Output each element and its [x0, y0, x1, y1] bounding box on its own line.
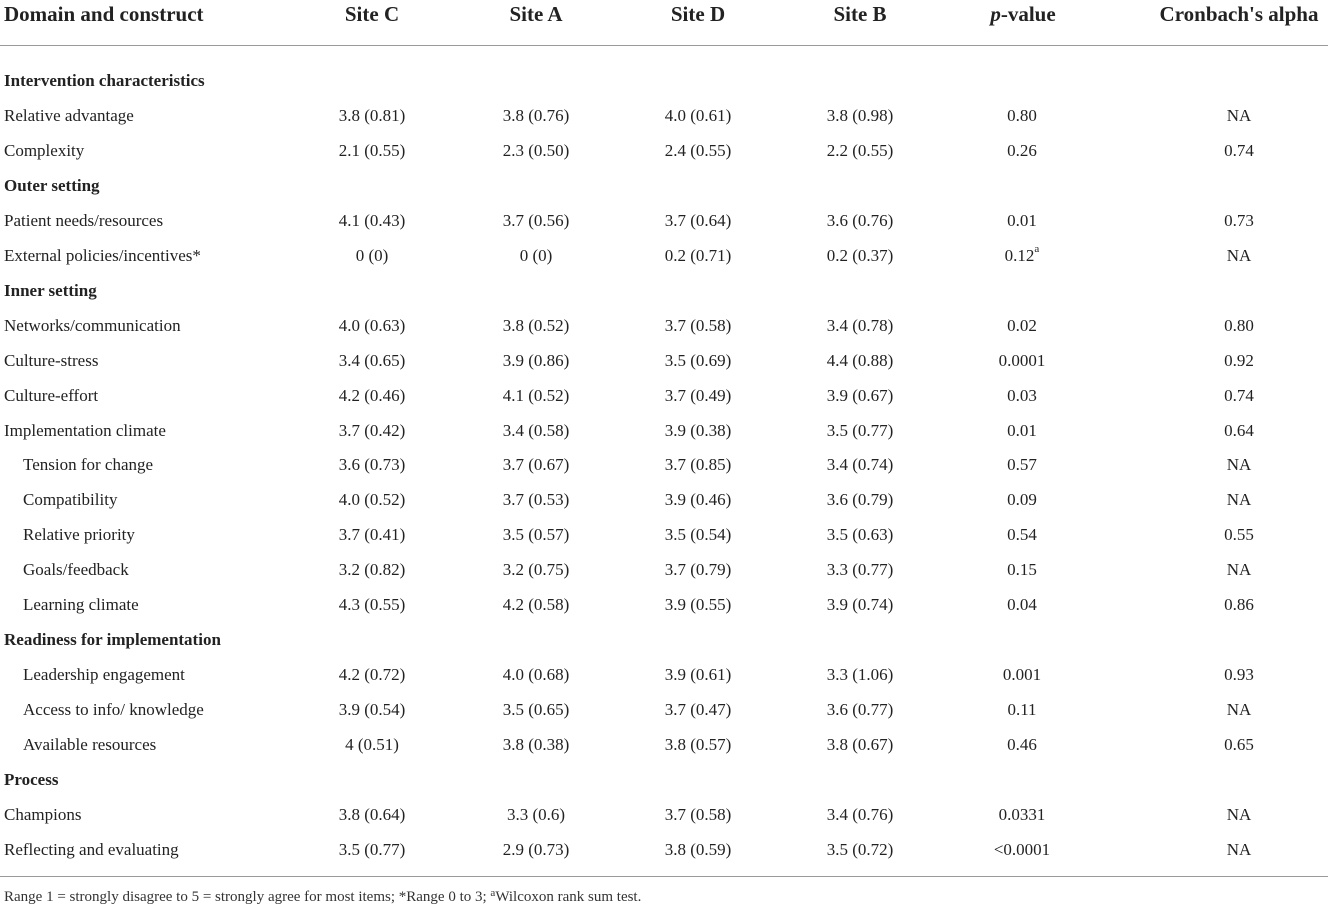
- table-row: [0, 140, 1333, 175]
- table-row: [0, 524, 1333, 559]
- cell-p-value: [1007, 210, 1037, 232]
- cell-p-value-text: 0.54: [1007, 525, 1037, 544]
- cell-p-value: [1007, 489, 1037, 511]
- header-rule: [0, 45, 1328, 46]
- construct-label: Access to info/ knowledge: [23, 700, 204, 719]
- cell-cronbach-alpha: [1224, 734, 1254, 756]
- section-heading: Readiness for implementation: [4, 630, 221, 649]
- cell-site-c-text: 3.7 (0.42): [338, 421, 406, 440]
- cell-cronbach-alpha: [1227, 699, 1252, 721]
- table-row: [0, 489, 1333, 524]
- cell-site-a-text: 2.3 (0.50): [502, 141, 570, 160]
- cell-site-c: [339, 804, 406, 826]
- cell-cronbach-alpha-text: NA: [1226, 840, 1252, 859]
- table-row: [0, 699, 1333, 734]
- cell-site-d-text: 3.7 (0.49): [664, 386, 732, 405]
- cell-site-d-text: 3.8 (0.59): [664, 840, 732, 859]
- cell-cronbach-alpha-text: NA: [1226, 455, 1252, 474]
- cell-cronbach-alpha: [1227, 245, 1252, 267]
- cell-cronbach-alpha: [1224, 315, 1254, 337]
- cell-site-a: [503, 420, 570, 442]
- cell-p-value: [1007, 385, 1037, 407]
- cell-site-c-text: 0 (0): [355, 246, 389, 265]
- cell-cronbach-alpha-text: 0.74: [1224, 141, 1254, 160]
- cell-site-d: [665, 594, 732, 616]
- cell-site-b: [827, 315, 894, 337]
- cell-site-a-text: 4.1 (0.52): [502, 386, 570, 405]
- cell-site-a-text: 2.9 (0.73): [502, 840, 570, 859]
- cell-p-value-text: 0.01: [1007, 421, 1037, 440]
- cell-cronbach-alpha-text: NA: [1226, 246, 1252, 265]
- header-p-italic: p: [990, 2, 1001, 26]
- table-row: [0, 839, 1333, 874]
- cell-p-value-text: 0.11: [1007, 700, 1037, 719]
- cell-site-d-text: 3.5 (0.69): [664, 351, 732, 370]
- cell-site-d: [665, 454, 732, 476]
- cell-site-a: [503, 664, 570, 686]
- cell-site-d: [665, 140, 732, 162]
- cell-site-b: [827, 105, 894, 127]
- table-row: [0, 734, 1333, 769]
- cell-site-a: [520, 245, 553, 267]
- cell-cronbach-alpha-text: 0.55: [1224, 525, 1254, 544]
- construct-label: Tension for change: [23, 455, 154, 474]
- cell-cronbach-alpha-text: 0.74: [1224, 386, 1254, 405]
- construct-label: Reflecting and evaluating: [4, 840, 179, 859]
- cell-site-d-text: 3.7 (0.58): [664, 805, 732, 824]
- cell-site-a: [503, 594, 570, 616]
- cell-site-b-text: 3.5 (0.72): [826, 840, 894, 859]
- cell-site-c: [339, 664, 406, 686]
- cell-site-a-text: 3.7 (0.56): [502, 211, 570, 230]
- section-row: [0, 629, 1333, 664]
- cell-site-a-text: 0 (0): [519, 246, 553, 265]
- cell-site-c-text: 3.4 (0.65): [338, 351, 406, 370]
- table-bottom-rule: [0, 876, 1328, 877]
- construct-label: External policies/incentives*: [4, 246, 201, 265]
- cell-cronbach-alpha-text: NA: [1226, 106, 1252, 125]
- cell-site-b: [827, 420, 894, 442]
- cell-p-value-text: 0.01: [1007, 211, 1037, 230]
- cell-site-a-text: 3.5 (0.57): [502, 525, 570, 544]
- footnote-text-2: Wilcoxon rank sum test.: [495, 889, 642, 905]
- cell-p-value-text: 0.57: [1007, 455, 1037, 474]
- cell-p-value: [1007, 699, 1036, 721]
- cell-site-d-text: 3.8 (0.57): [664, 735, 732, 754]
- cell-p-value: [1007, 524, 1037, 546]
- cell-site-d-text: 3.7 (0.58): [664, 316, 732, 335]
- cell-site-d-text: 0.2 (0.71): [664, 246, 732, 265]
- cell-site-d: [665, 420, 732, 442]
- cell-p-value: [1007, 315, 1037, 337]
- cell-cronbach-alpha: [1227, 559, 1252, 581]
- cell-site-a: [503, 734, 570, 756]
- footnote-text-1: Range 1 = strongly disagree to 5 = strongly agree for most items; *Range 0 to 3;: [4, 889, 491, 905]
- cell-site-c: [345, 734, 399, 756]
- cell-cronbach-alpha: [1224, 210, 1254, 232]
- cell-site-c: [339, 559, 406, 581]
- cell-site-c: [339, 489, 406, 511]
- cell-site-d: [665, 699, 732, 721]
- cell-site-a: [503, 524, 570, 546]
- cell-site-a-text: 3.8 (0.38): [502, 735, 570, 754]
- cell-site-c: [339, 105, 406, 127]
- cell-site-c: [339, 594, 406, 616]
- cell-p-value: [1003, 664, 1041, 686]
- cell-site-b-text: 0.2 (0.37): [826, 246, 894, 265]
- cell-site-b-text: 3.9 (0.67): [826, 386, 894, 405]
- cell-site-c: [339, 420, 406, 442]
- cell-site-c-text: 4.0 (0.63): [338, 316, 406, 335]
- table-row: [0, 105, 1333, 140]
- cell-cronbach-alpha-text: NA: [1226, 560, 1252, 579]
- construct-label: Leadership engagement: [23, 665, 185, 684]
- table-footnote: [4, 889, 641, 906]
- cell-cronbach-alpha: [1224, 420, 1254, 442]
- section-heading: Outer setting: [4, 176, 100, 195]
- header-site-b: Site B: [833, 2, 887, 26]
- cell-p-value: [1007, 140, 1037, 162]
- footnote-superscript: a: [490, 887, 496, 899]
- cell-p-value: [1007, 105, 1037, 127]
- section-heading: Inner setting: [4, 281, 97, 300]
- cell-p-value: [994, 839, 1050, 861]
- cell-cronbach-alpha-text: 0.93: [1224, 665, 1254, 684]
- cell-site-d: [665, 385, 732, 407]
- cell-site-b-text: 3.4 (0.74): [826, 455, 894, 474]
- cell-site-b: [827, 839, 894, 861]
- table-row: [0, 245, 1333, 280]
- table-row: [0, 594, 1333, 629]
- cell-cronbach-alpha-text: 0.80: [1224, 316, 1254, 335]
- cell-site-c-text: 3.9 (0.54): [338, 700, 406, 719]
- cell-p-value-text: 0.02: [1007, 316, 1037, 335]
- cell-site-b-text: 3.3 (1.06): [826, 665, 894, 684]
- cell-site-b-text: 3.5 (0.63): [826, 525, 894, 544]
- table-row: [0, 315, 1333, 350]
- cell-cronbach-alpha: [1227, 105, 1252, 127]
- cell-site-b-text: 3.8 (0.67): [826, 735, 894, 754]
- cell-cronbach-alpha: [1227, 839, 1252, 861]
- cell-site-b-text: 3.5 (0.77): [826, 421, 894, 440]
- cell-cronbach-alpha-text: 0.73: [1224, 211, 1254, 230]
- cell-site-a-text: 3.2 (0.75): [502, 560, 570, 579]
- cell-p-value: [1007, 594, 1037, 616]
- cell-site-b-text: 3.4 (0.78): [826, 316, 894, 335]
- cell-p-value: [1007, 420, 1037, 442]
- cell-site-b: [827, 699, 894, 721]
- cell-site-c-text: 3.6 (0.73): [338, 455, 406, 474]
- cell-site-b: [827, 559, 894, 581]
- cell-site-a: [503, 559, 570, 581]
- table-row: [0, 559, 1333, 594]
- cell-p-value-text: 0.001: [1002, 665, 1042, 684]
- cell-site-d: [665, 489, 732, 511]
- cell-site-b: [827, 350, 894, 372]
- cell-site-d: [665, 734, 732, 756]
- cell-cronbach-alpha-text: 0.65: [1224, 735, 1254, 754]
- cell-site-a-text: 3.4 (0.58): [502, 421, 570, 440]
- cell-site-d-text: 3.7 (0.47): [664, 700, 732, 719]
- header-p-rest: -value: [1000, 2, 1056, 26]
- cell-site-a: [503, 839, 570, 861]
- cell-cronbach-alpha: [1224, 350, 1254, 372]
- cell-site-d-text: 3.9 (0.46): [664, 490, 732, 509]
- cell-site-b: [827, 140, 894, 162]
- cell-site-d-text: 3.7 (0.79): [664, 560, 732, 579]
- cell-site-a-text: 3.3 (0.6): [506, 805, 566, 824]
- cell-site-a: [507, 804, 565, 826]
- construct-label: Culture-effort: [4, 386, 99, 405]
- cell-site-c-text: 4.1 (0.43): [338, 211, 406, 230]
- cell-site-d-text: 3.7 (0.64): [664, 211, 732, 230]
- section-row: [0, 70, 1333, 105]
- cell-site-c-text: 3.7 (0.41): [338, 525, 406, 544]
- cell-site-c: [339, 140, 406, 162]
- construct-label: Culture-stress: [4, 351, 99, 370]
- header-cronbach-alpha: Cronbach's alpha: [1159, 2, 1319, 26]
- cell-site-d: [665, 245, 732, 267]
- cell-p-value: [1007, 454, 1037, 476]
- cell-cronbach-alpha-text: NA: [1226, 490, 1252, 509]
- cell-p-value: [1007, 734, 1037, 756]
- cell-site-d-text: 4.0 (0.61): [664, 106, 732, 125]
- header-domain: Domain and construct: [4, 2, 204, 26]
- header-p-value: [990, 2, 1055, 27]
- table-row: [0, 420, 1333, 455]
- cell-site-d-text: 3.5 (0.54): [664, 525, 732, 544]
- cell-site-b-text: 4.4 (0.88): [826, 351, 894, 370]
- cell-p-value-text: 0.0331: [998, 805, 1046, 824]
- cell-site-c-text: 4 (0.51): [345, 735, 399, 754]
- cell-p-value-text: <0.0001: [993, 840, 1051, 859]
- cell-site-b-text: 3.4 (0.76): [826, 805, 894, 824]
- construct-label: Available resources: [23, 735, 157, 754]
- cell-site-d: [665, 315, 732, 337]
- cell-p-value-text: 0.80: [1007, 106, 1037, 125]
- table-row: [0, 664, 1333, 699]
- cell-site-a-text: 3.7 (0.53): [502, 490, 570, 509]
- cell-site-b: [827, 454, 894, 476]
- cell-site-a-text: 3.9 (0.86): [502, 351, 570, 370]
- p-value-superscript: a: [1034, 243, 1040, 255]
- cell-site-a-text: 4.2 (0.58): [502, 595, 570, 614]
- cell-site-b-text: 3.9 (0.74): [826, 595, 894, 614]
- cell-site-b-text: 3.8 (0.98): [826, 106, 894, 125]
- cell-site-c: [339, 350, 406, 372]
- cell-site-a-text: 3.7 (0.67): [502, 455, 570, 474]
- cell-site-a: [503, 699, 570, 721]
- cell-p-value: [999, 804, 1046, 826]
- cell-site-a: [503, 385, 570, 407]
- cell-site-b: [827, 594, 894, 616]
- cell-p-value-text: 0.26: [1007, 141, 1037, 160]
- cell-cronbach-alpha: [1227, 489, 1252, 511]
- cell-site-c-text: 2.1 (0.55): [338, 141, 406, 160]
- cell-site-c-text: 3.5 (0.77): [338, 840, 406, 859]
- cell-site-a: [503, 210, 570, 232]
- section-row: [0, 175, 1333, 210]
- cell-site-b: [827, 664, 894, 686]
- header-site-a: Site A: [509, 2, 563, 26]
- table-header: [0, 0, 1333, 44]
- section-heading: Intervention characteristics: [4, 71, 205, 90]
- cell-site-a-text: 3.8 (0.76): [502, 106, 570, 125]
- cell-site-c: [356, 245, 389, 267]
- cell-site-c-text: 3.8 (0.64): [338, 805, 406, 824]
- cell-cronbach-alpha: [1224, 664, 1254, 686]
- cell-site-d: [665, 664, 732, 686]
- table-row: [0, 454, 1333, 489]
- cell-site-b: [827, 524, 894, 546]
- cell-site-b-text: 2.2 (0.55): [826, 141, 894, 160]
- cell-cronbach-alpha-text: 0.64: [1224, 421, 1254, 440]
- header-site-c: Site C: [344, 2, 400, 26]
- cell-site-d: [665, 559, 732, 581]
- cell-cronbach-alpha: [1224, 524, 1254, 546]
- cell-p-value-text: 0.04: [1007, 595, 1037, 614]
- cell-p-value-text: 0.15: [1007, 560, 1037, 579]
- cell-site-a-text: 3.5 (0.65): [502, 700, 570, 719]
- construct-label: Champions: [4, 805, 82, 824]
- cell-site-c: [339, 839, 406, 861]
- construct-label: Relative advantage: [4, 106, 134, 125]
- cell-site-d: [665, 350, 732, 372]
- cell-site-c-text: 4.2 (0.46): [338, 386, 406, 405]
- cell-site-a-text: 4.0 (0.68): [502, 665, 570, 684]
- cell-site-c: [339, 385, 406, 407]
- cell-cronbach-alpha: [1224, 594, 1254, 616]
- cell-cronbach-alpha-text: NA: [1226, 805, 1252, 824]
- cell-site-c: [339, 315, 406, 337]
- section-row: [0, 769, 1333, 804]
- cell-site-c: [339, 210, 406, 232]
- cell-site-d: [665, 105, 732, 127]
- cell-p-value-text: 0.03: [1007, 386, 1037, 405]
- cell-site-d-text: 3.9 (0.61): [664, 665, 732, 684]
- cell-site-a: [503, 140, 570, 162]
- cell-p-value: [999, 350, 1046, 372]
- cell-site-b: [827, 245, 894, 267]
- cell-cronbach-alpha: [1224, 385, 1254, 407]
- table-row: [0, 385, 1333, 420]
- cell-site-d-text: 3.7 (0.85): [664, 455, 732, 474]
- cell-site-c-text: 4.3 (0.55): [338, 595, 406, 614]
- table-row: [0, 210, 1333, 245]
- cell-cronbach-alpha-text: NA: [1226, 700, 1252, 719]
- cell-site-c-text: 4.0 (0.52): [338, 490, 406, 509]
- construct-label: Relative priority: [23, 525, 135, 544]
- cell-p-value-text: 0.12: [1004, 246, 1035, 265]
- cell-site-c: [339, 699, 406, 721]
- cell-cronbach-alpha: [1227, 804, 1252, 826]
- cell-site-b: [827, 804, 894, 826]
- cell-site-c: [339, 524, 406, 546]
- header-site-d: Site D: [670, 2, 726, 26]
- cell-site-d-text: 3.9 (0.55): [664, 595, 732, 614]
- cell-site-a: [503, 454, 570, 476]
- construct-label: Networks/communication: [4, 316, 181, 335]
- cell-p-value-text: 0.0001: [998, 351, 1046, 370]
- cell-p-value-text: 0.09: [1007, 490, 1037, 509]
- construct-label: Complexity: [4, 141, 85, 160]
- cell-site-a-text: 3.8 (0.52): [502, 316, 570, 335]
- cell-site-b-text: 3.6 (0.76): [826, 211, 894, 230]
- section-heading: Process: [4, 770, 59, 789]
- cell-p-value-text: 0.46: [1007, 735, 1037, 754]
- construct-label: Goals/feedback: [23, 560, 129, 579]
- cell-site-c-text: 3.2 (0.82): [338, 560, 406, 579]
- cell-p-value: [1005, 245, 1040, 267]
- cell-site-b: [827, 210, 894, 232]
- cell-cronbach-alpha: [1227, 454, 1252, 476]
- cell-site-b-text: 3.6 (0.77): [826, 700, 894, 719]
- cell-site-b-text: 3.3 (0.77): [826, 560, 894, 579]
- cell-site-d-text: 3.9 (0.38): [664, 421, 732, 440]
- cell-site-d: [665, 804, 732, 826]
- cell-site-a: [503, 315, 570, 337]
- cell-site-a: [503, 105, 570, 127]
- cell-site-b-text: 3.6 (0.79): [826, 490, 894, 509]
- cell-site-b: [827, 489, 894, 511]
- cell-site-d: [665, 210, 732, 232]
- construct-label: Compatibility: [23, 490, 118, 509]
- cell-site-a: [503, 350, 570, 372]
- table-row: [0, 350, 1333, 385]
- cell-cronbach-alpha: [1224, 140, 1254, 162]
- cell-site-d-text: 2.4 (0.55): [664, 141, 732, 160]
- construct-label: Implementation climate: [4, 421, 166, 440]
- cell-site-a: [503, 489, 570, 511]
- cell-site-c-text: 4.2 (0.72): [338, 665, 406, 684]
- table-row: [0, 804, 1333, 839]
- cell-site-d: [665, 524, 732, 546]
- cell-site-c: [339, 454, 406, 476]
- cell-cronbach-alpha-text: 0.86: [1224, 595, 1254, 614]
- cell-site-d: [665, 839, 732, 861]
- cell-site-b: [827, 734, 894, 756]
- section-row: [0, 280, 1333, 315]
- cell-site-b: [827, 385, 894, 407]
- construct-label: Learning climate: [23, 595, 139, 614]
- cell-p-value: [1007, 559, 1037, 581]
- cell-cronbach-alpha-text: 0.92: [1224, 351, 1254, 370]
- construct-label: Patient needs/resources: [4, 211, 164, 230]
- cell-site-c-text: 3.8 (0.81): [338, 106, 406, 125]
